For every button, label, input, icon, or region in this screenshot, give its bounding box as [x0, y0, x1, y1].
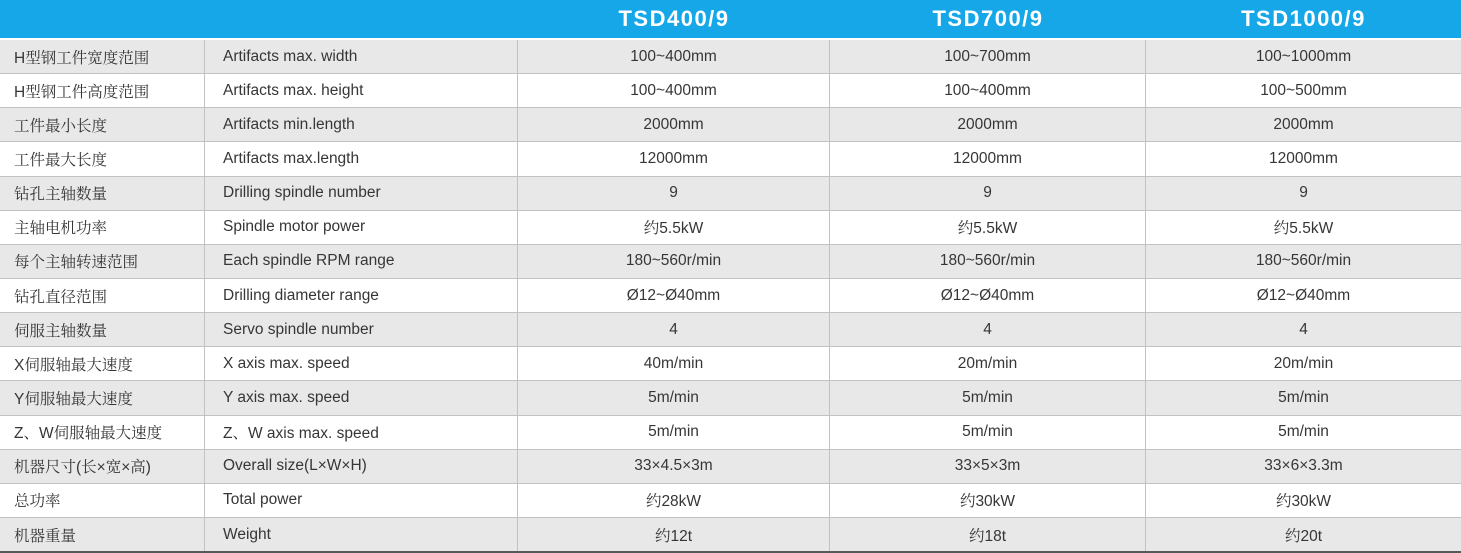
table-row [0, 313, 1461, 347]
table-row [0, 142, 1461, 176]
row-label-en: Drilling spindle number [205, 177, 518, 210]
value-tsd700-9: 约5.5kW [830, 211, 1146, 244]
value-tsd400-9: Ø12~Ø40mm [518, 279, 830, 312]
table-row [0, 40, 1461, 74]
value-tsd400-9: 40m/min [518, 347, 830, 380]
value-tsd700-9: 约30kW [830, 484, 1146, 517]
column-header-tsd1000-9: TSD1000/9 [1241, 6, 1366, 31]
value-tsd700-9: 9 [830, 177, 1146, 210]
value-tsd1000-9: 约5.5kW [1273, 220, 1334, 238]
row-label-en: X axis max. speed [205, 347, 518, 380]
row-label-en: Weight [205, 518, 518, 551]
row-label-cn: 总功率 [0, 484, 205, 517]
row-label-cn: 机器重量 [0, 518, 205, 551]
table-row [0, 177, 1461, 211]
table-row [0, 416, 1461, 450]
value-tsd1000-9: 约30kW [1275, 493, 1332, 511]
row-label-cn: 钻孔主轴数量 [0, 177, 205, 210]
value-tsd1000-9: 100~1000mm [1255, 47, 1352, 65]
row-label-en: Artifacts max. height [205, 74, 518, 107]
row-label-en: Artifacts min.length [205, 108, 518, 141]
table-row [0, 518, 1461, 551]
table-row [0, 450, 1461, 484]
value-tsd400-9: 约5.5kW [518, 211, 830, 244]
value-tsd700-9: 180~560r/min [830, 245, 1146, 278]
value-tsd700-9: 12000mm [830, 142, 1146, 175]
value-tsd700-9: 4 [830, 313, 1146, 346]
value-tsd400-9: 9 [518, 177, 830, 210]
value-tsd1000-9: 33×6×3.3m [1264, 457, 1343, 475]
row-label-en: Z、W axis max. speed [205, 416, 518, 449]
table-row [0, 279, 1461, 313]
row-label-cn: 工件最大长度 [0, 142, 205, 175]
table-row [0, 484, 1461, 518]
value-tsd700-9: 5m/min [830, 416, 1146, 449]
table-row [0, 211, 1461, 245]
row-label-cn: Z、W伺服轴最大速度 [0, 416, 205, 449]
value-tsd1000-9: 5m/min [1278, 423, 1329, 441]
value-tsd1000-9: Ø12~Ø40mm [1256, 286, 1351, 304]
row-label-cn: X伺服轴最大速度 [0, 347, 205, 380]
value-tsd400-9: 4 [518, 313, 830, 346]
row-label-en: Spindle motor power [205, 211, 518, 244]
table-header-row [0, 0, 1461, 40]
table-row [0, 381, 1461, 415]
value-tsd400-9: 5m/min [518, 416, 830, 449]
value-tsd400-9: 100~400mm [518, 40, 830, 73]
header-spacer-en [205, 0, 518, 38]
row-label-en: Overall size(L×W×H) [205, 450, 518, 483]
row-label-en: Total power [205, 484, 518, 517]
value-tsd700-9: 2000mm [830, 108, 1146, 141]
value-tsd1000-9: 12000mm [1269, 149, 1338, 167]
row-label-en: Each spindle RPM range [205, 245, 518, 278]
value-tsd1000-9: 4 [1299, 320, 1308, 338]
table-row [0, 108, 1461, 142]
row-label-cn: Y伺服轴最大速度 [0, 381, 205, 414]
value-tsd700-9: 100~700mm [830, 40, 1146, 73]
value-tsd700-9: 5m/min [830, 381, 1146, 414]
value-tsd700-9: Ø12~Ø40mm [830, 279, 1146, 312]
value-tsd400-9: 180~560r/min [518, 245, 830, 278]
value-tsd400-9: 2000mm [518, 108, 830, 141]
row-label-cn: H型钢工件高度范围 [0, 74, 205, 107]
row-label-en: Y axis max. speed [205, 381, 518, 414]
row-label-cn: 伺服主轴数量 [0, 313, 205, 346]
value-tsd1000-9: 5m/min [1278, 388, 1329, 406]
row-label-cn: 每个主轴转速范围 [0, 245, 205, 278]
table-row [0, 74, 1461, 108]
value-tsd400-9: 12000mm [518, 142, 830, 175]
value-tsd700-9: 33×5×3m [830, 450, 1146, 483]
table-row [0, 245, 1461, 279]
header-spacer-cn [0, 0, 205, 38]
value-tsd700-9: 100~400mm [830, 74, 1146, 107]
row-label-cn: 主轴电机功率 [0, 211, 205, 244]
value-tsd700-9: 约18t [830, 518, 1146, 551]
value-tsd1000-9: 100~500mm [1260, 81, 1347, 99]
value-tsd400-9: 33×4.5×3m [518, 450, 830, 483]
row-label-cn: 工件最小长度 [0, 108, 205, 141]
table-row [0, 347, 1461, 381]
row-label-cn: 钻孔直径范围 [0, 279, 205, 312]
value-tsd400-9: 100~400mm [518, 74, 830, 107]
value-tsd1000-9: 180~560r/min [1255, 252, 1352, 270]
value-tsd1000-9: 2000mm [1273, 115, 1334, 133]
value-tsd700-9: 20m/min [830, 347, 1146, 380]
column-header-tsd400-9: TSD400/9 [618, 6, 730, 31]
value-tsd1000-9: 20m/min [1273, 354, 1334, 372]
value-tsd1000-9: 9 [1299, 184, 1308, 202]
value-tsd400-9: 约12t [518, 518, 830, 551]
table-body [0, 40, 1461, 553]
row-label-cn: 机器尺寸(长×宽×高) [0, 450, 205, 483]
row-label-cn: H型钢工件宽度范围 [0, 40, 205, 73]
row-label-en: Artifacts max.length [205, 142, 518, 175]
value-tsd400-9: 5m/min [518, 381, 830, 414]
column-header-tsd700-9: TSD700/9 [932, 6, 1044, 31]
row-label-en: Artifacts max. width [205, 40, 518, 73]
value-tsd1000-9: 约20t [1284, 527, 1323, 545]
value-tsd400-9: 约28kW [518, 484, 830, 517]
row-label-en: Servo spindle number [205, 313, 518, 346]
row-label-en: Drilling diameter range [205, 279, 518, 312]
